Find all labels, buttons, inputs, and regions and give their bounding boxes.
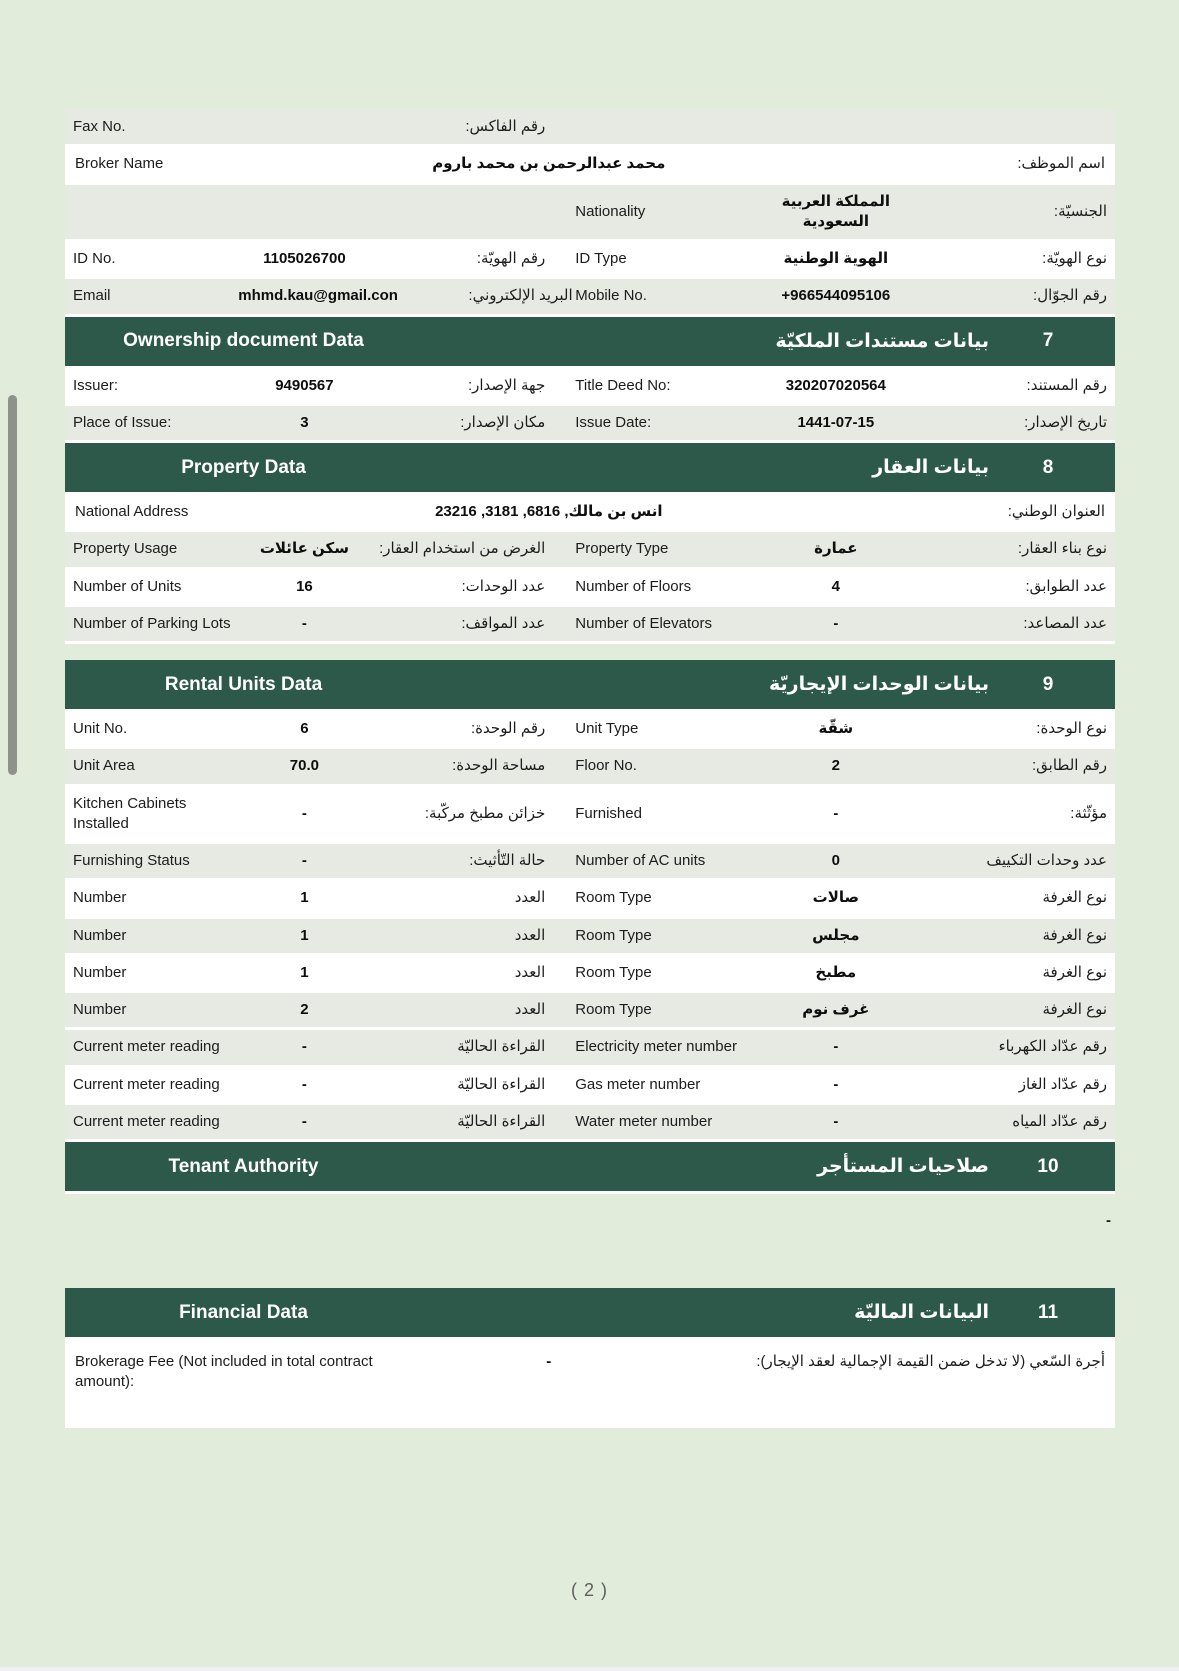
form-row (65, 712, 1115, 749)
field-label-en: Unit Type (575, 720, 639, 737)
scrollbar-thumb[interactable] (8, 395, 17, 775)
form-row-half (567, 787, 1115, 842)
field-label-ar: نوع الهويّة: (1042, 250, 1107, 267)
field-value: 1441-07-15 (797, 413, 875, 431)
page-bottom-edge (0, 1667, 1179, 1671)
form-row-half (65, 787, 553, 842)
form-row-half (65, 607, 553, 641)
form-row-half (567, 406, 1115, 440)
field-label-en: Number (73, 889, 127, 907)
field-label-ar: رقم الفاكس: (465, 118, 546, 135)
page-number: ( 2 ) (570, 1580, 608, 1600)
field-label-ar: نوع الوحدة: (1036, 720, 1107, 737)
field-label-en: Property Type (575, 540, 669, 558)
field-label-en: Current meter reading (73, 1075, 220, 1093)
field-value: 3 (300, 413, 309, 431)
field-label-en: Mobile No. (575, 287, 647, 305)
section-header (65, 660, 1115, 712)
field-label-ar: العدد (514, 963, 546, 981)
section-title-en: Rental Units Data (164, 673, 323, 695)
form-row (65, 110, 1115, 147)
form-row (65, 1030, 1115, 1067)
field-label-ar: العدد (514, 926, 546, 944)
section-title-ar: بيانات مستندات الملكيّة (775, 330, 989, 352)
field-label-en: Furnished (575, 804, 642, 822)
field-label-en: ID Type (575, 250, 627, 267)
section-title-en: Financial Data (179, 1301, 308, 1323)
section-title-en: Tenant Authority (168, 1155, 319, 1177)
form-row-half (567, 844, 1115, 878)
document-body (65, 110, 1115, 1428)
form-row (65, 147, 1115, 184)
field-value: المملكة العربية السعودية (781, 192, 891, 230)
field-label-ar: الغرض من استخدام العقار: (379, 540, 546, 558)
field-value: +966544095106 (781, 287, 891, 305)
section-title-en: Ownership document Data (123, 330, 364, 351)
section-gap (65, 1272, 1115, 1288)
form-row-half (567, 749, 1115, 783)
field-label-ar: نوع الغرفة (1042, 963, 1107, 981)
field-label-ar: رقم الهويّة: (476, 250, 546, 267)
form-row-half (567, 279, 1115, 313)
field-value: صالات (812, 889, 859, 907)
field-value: - (301, 614, 307, 632)
field-value: شقّة (818, 720, 854, 737)
field-label-ar: رقم الجوّال: (1033, 287, 1107, 305)
section-gap (65, 644, 1115, 660)
field-label-ar: رقم عدّاد الغاز (1018, 1075, 1107, 1093)
field-label-en: Number (73, 1001, 127, 1018)
form-row-half (65, 242, 553, 276)
field-value: - (301, 804, 307, 822)
form-row-half (567, 881, 1115, 915)
form-row (65, 844, 1115, 881)
field-value: 6 (300, 720, 309, 737)
form-row-half (65, 570, 553, 604)
form-row (65, 242, 1115, 279)
field-label-en: Broker Name (75, 155, 164, 173)
form-row (65, 993, 1115, 1030)
field-value: - (833, 614, 839, 632)
section-header (65, 443, 1115, 495)
field-label-en: Brokerage Fee (Not included in total contract amount): (75, 1353, 373, 1391)
field-label-ar: عدد المصاعد: (1023, 614, 1107, 632)
field-value: 1 (300, 926, 309, 944)
field-value: عمارة (814, 540, 858, 558)
field-label-ar: رقم المستند: (1026, 376, 1107, 394)
form-row-half (567, 993, 1115, 1027)
field-label-en: Furnishing Status (73, 852, 190, 869)
form-row-half (65, 1105, 553, 1139)
form-row-half (65, 881, 553, 915)
field-value: - (546, 1353, 552, 1370)
form-row-half (567, 919, 1115, 953)
field-value: 1 (300, 963, 309, 981)
form-row (65, 185, 1115, 243)
form-row-half (65, 956, 553, 990)
section-number: 11 (1037, 1301, 1059, 1323)
field-label-ar: نوع الغرفة (1042, 1001, 1107, 1018)
form-row-half (65, 185, 553, 240)
field-label-en: Room Type (575, 926, 652, 944)
section-title-ar: بيانات العقار (872, 457, 989, 478)
field-value: - (833, 1075, 839, 1093)
form-row-half (65, 919, 553, 953)
form-row-half (567, 1068, 1115, 1102)
field-label-en: Issue Date: (575, 413, 652, 431)
form-row-half (65, 844, 553, 878)
field-value: 16 (296, 577, 313, 595)
field-value: انس بن مالك, 6816, 3181, 23216 (435, 503, 663, 520)
field-label-ar: القراءة الحاليّة (457, 1038, 546, 1056)
field-label-en: Room Type (575, 963, 652, 981)
form-row-half (567, 110, 1115, 144)
form-row (65, 1105, 1115, 1142)
field-label-ar: عدد المواقف: (461, 614, 546, 632)
field-label-en: Gas meter number (575, 1075, 701, 1093)
field-label-ar: عدد الطوابق: (1025, 577, 1107, 595)
field-label-ar: رقم الطابق: (1031, 757, 1107, 775)
field-label-ar: مكان الإصدار: (460, 413, 546, 431)
field-value: - (833, 1038, 839, 1056)
form-row (65, 495, 1115, 532)
form-row-half (567, 532, 1115, 566)
field-label-en: Kitchen Cabinets Installed (73, 794, 187, 832)
form-row-half (567, 185, 1115, 240)
field-value: 9490567 (275, 376, 334, 394)
field-label-en: National Address (75, 503, 189, 520)
form-row (65, 919, 1115, 956)
field-label-en: Number of Floors (575, 577, 692, 595)
form-row (65, 607, 1115, 644)
field-label-en: Place of Issue: (73, 413, 172, 431)
field-value: - (833, 1112, 839, 1130)
field-value: - (301, 1075, 307, 1093)
field-value: محمد عبدالرحمن بن محمد باروم (432, 155, 666, 173)
section-number: 9 (1042, 673, 1054, 695)
field-value: مطبخ (815, 963, 857, 981)
field-label-ar: أجرة السّعي (لا تدخل ضمن القيمة الإجمالية لعقد الإيجار): (756, 1353, 1105, 1370)
field-label-ar: عدد الوحدات: (461, 577, 546, 595)
tenant-authority-line (65, 1194, 1115, 1246)
field-label-en: Nationality (575, 202, 646, 220)
form-row (65, 1340, 1115, 1428)
form-row (65, 749, 1115, 786)
field-value: - (301, 852, 307, 869)
form-row (65, 570, 1115, 607)
field-label-ar: العدد (514, 1001, 546, 1018)
field-label-ar: نوع بناء العقار: (1017, 540, 1107, 558)
field-label-en: Property Usage (73, 540, 178, 558)
section-header (65, 317, 1115, 369)
field-label-ar: مؤثّثة: (1070, 804, 1107, 822)
field-label-ar: القراءة الحاليّة (457, 1112, 546, 1130)
form-row-half (65, 1068, 553, 1102)
field-label-ar: رقم عدّاد المياه (1012, 1112, 1107, 1130)
form-row-half (567, 1030, 1115, 1064)
form-row-half (65, 1030, 553, 1064)
form-row (65, 406, 1115, 443)
field-label-en: Number (73, 963, 127, 981)
form-row (65, 956, 1115, 993)
field-label-en: Current meter reading (73, 1112, 220, 1130)
field-label-en: Room Type (575, 1001, 652, 1018)
form-row (65, 787, 1115, 845)
section-title-ar: صلاحيات المستأجر (817, 1156, 989, 1177)
field-label-en: Number of Units (73, 577, 182, 595)
section-title-ar: البيانات الماليّة (854, 1302, 989, 1323)
field-label-ar: مساحة الوحدة: (452, 757, 546, 775)
field-label-en: Water meter number (575, 1112, 713, 1130)
field-label-en: Issuer: (73, 376, 119, 394)
field-label-en: Floor No. (575, 757, 637, 775)
form-row (65, 279, 1115, 316)
field-value: 1105026700 (263, 250, 346, 267)
form-row-half (65, 406, 553, 440)
form-row-half (65, 532, 553, 566)
field-label-en: Number of Elevators (575, 614, 712, 632)
section-title-ar: بيانات الوحدات الإيجاريّة (769, 674, 989, 695)
field-value: - (301, 1112, 307, 1130)
field-value: غرف نوم (802, 1001, 870, 1018)
form-row-half (567, 712, 1115, 746)
field-label-ar: رقم عدّاد الكهرباء (998, 1038, 1107, 1056)
form-row (65, 532, 1115, 569)
form-row-half (567, 1105, 1115, 1139)
field-label-ar: البريد الإلكتروني: (468, 287, 573, 305)
field-label-ar: الجنسيّة: (1053, 202, 1107, 220)
field-value: 0 (831, 852, 840, 869)
field-value: - (301, 1038, 307, 1056)
form-row-half (65, 279, 573, 313)
field-value: 2 (831, 757, 840, 775)
form-row-half (567, 570, 1115, 604)
field-label-en: Unit Area (73, 757, 135, 775)
form-row (65, 881, 1115, 918)
form-row-half (65, 749, 553, 783)
section-title-en: Property Data (181, 456, 306, 478)
field-label-ar: اسم الموظف: (1017, 155, 1105, 173)
tenant-authority-value: - (1106, 1211, 1111, 1229)
field-label-en: Number of Parking Lots (73, 614, 231, 632)
form-row-half (567, 956, 1115, 990)
form-row-half (65, 993, 553, 1027)
field-label-en: Title Deed No: (575, 376, 671, 394)
field-label-ar: حالة التّأثيث: (469, 852, 546, 869)
field-label-ar: تاريخ الإصدار: (1024, 413, 1107, 431)
field-label-ar: نوع الغرفة (1042, 889, 1107, 907)
field-value: 4 (831, 577, 840, 595)
section-header (65, 1288, 1115, 1340)
field-label-en: Electricity meter number (575, 1038, 737, 1056)
field-label-en: Current meter reading (73, 1038, 220, 1056)
form-row-half (567, 242, 1115, 276)
field-label-ar: عدد وحدات التكييف (986, 852, 1107, 869)
form-row-half (567, 607, 1115, 641)
field-label-en: Email (73, 287, 111, 305)
field-value: - (833, 804, 839, 822)
field-value: 2 (300, 1001, 309, 1018)
field-value: 1 (300, 889, 309, 907)
field-label-en: Number of AC units (575, 852, 706, 869)
field-label-ar: رقم الوحدة: (471, 720, 546, 737)
form-row-half (567, 369, 1115, 403)
field-value: الهوية الوطنية (783, 250, 889, 267)
field-label-en: Room Type (575, 889, 652, 907)
field-label-ar: القراءة الحاليّة (457, 1075, 546, 1093)
field-label-en: Unit No. (73, 720, 128, 737)
form-row-half (65, 369, 553, 403)
field-value: 320207020564 (785, 376, 886, 394)
section-number: 8 (1042, 456, 1054, 478)
form-row-half (65, 712, 553, 746)
section-header (65, 1142, 1115, 1194)
field-value: سكن عائلات (259, 540, 349, 558)
field-label-ar: العنوان الوطني: (1007, 503, 1105, 520)
form-row-half (65, 110, 553, 144)
field-label-en: ID No. (73, 250, 116, 267)
form-row (65, 1068, 1115, 1105)
field-label-ar: نوع الغرفة (1042, 926, 1107, 944)
field-label-en: Fax No. (73, 118, 126, 135)
field-label-ar: خزائن مطبخ مركّبة: (424, 804, 546, 822)
field-value: 70.0 (289, 757, 319, 775)
section-number: 10 (1037, 1155, 1059, 1177)
section-number: 7 (1042, 330, 1054, 351)
field-label-ar: جهة الإصدار: (467, 376, 546, 394)
field-label-en: Number (73, 926, 127, 944)
form-row (65, 369, 1115, 406)
field-value: mhmd.kau@gmail.con (238, 287, 398, 305)
field-value: مجلس (812, 926, 860, 944)
field-label-ar: العدد (514, 889, 546, 907)
